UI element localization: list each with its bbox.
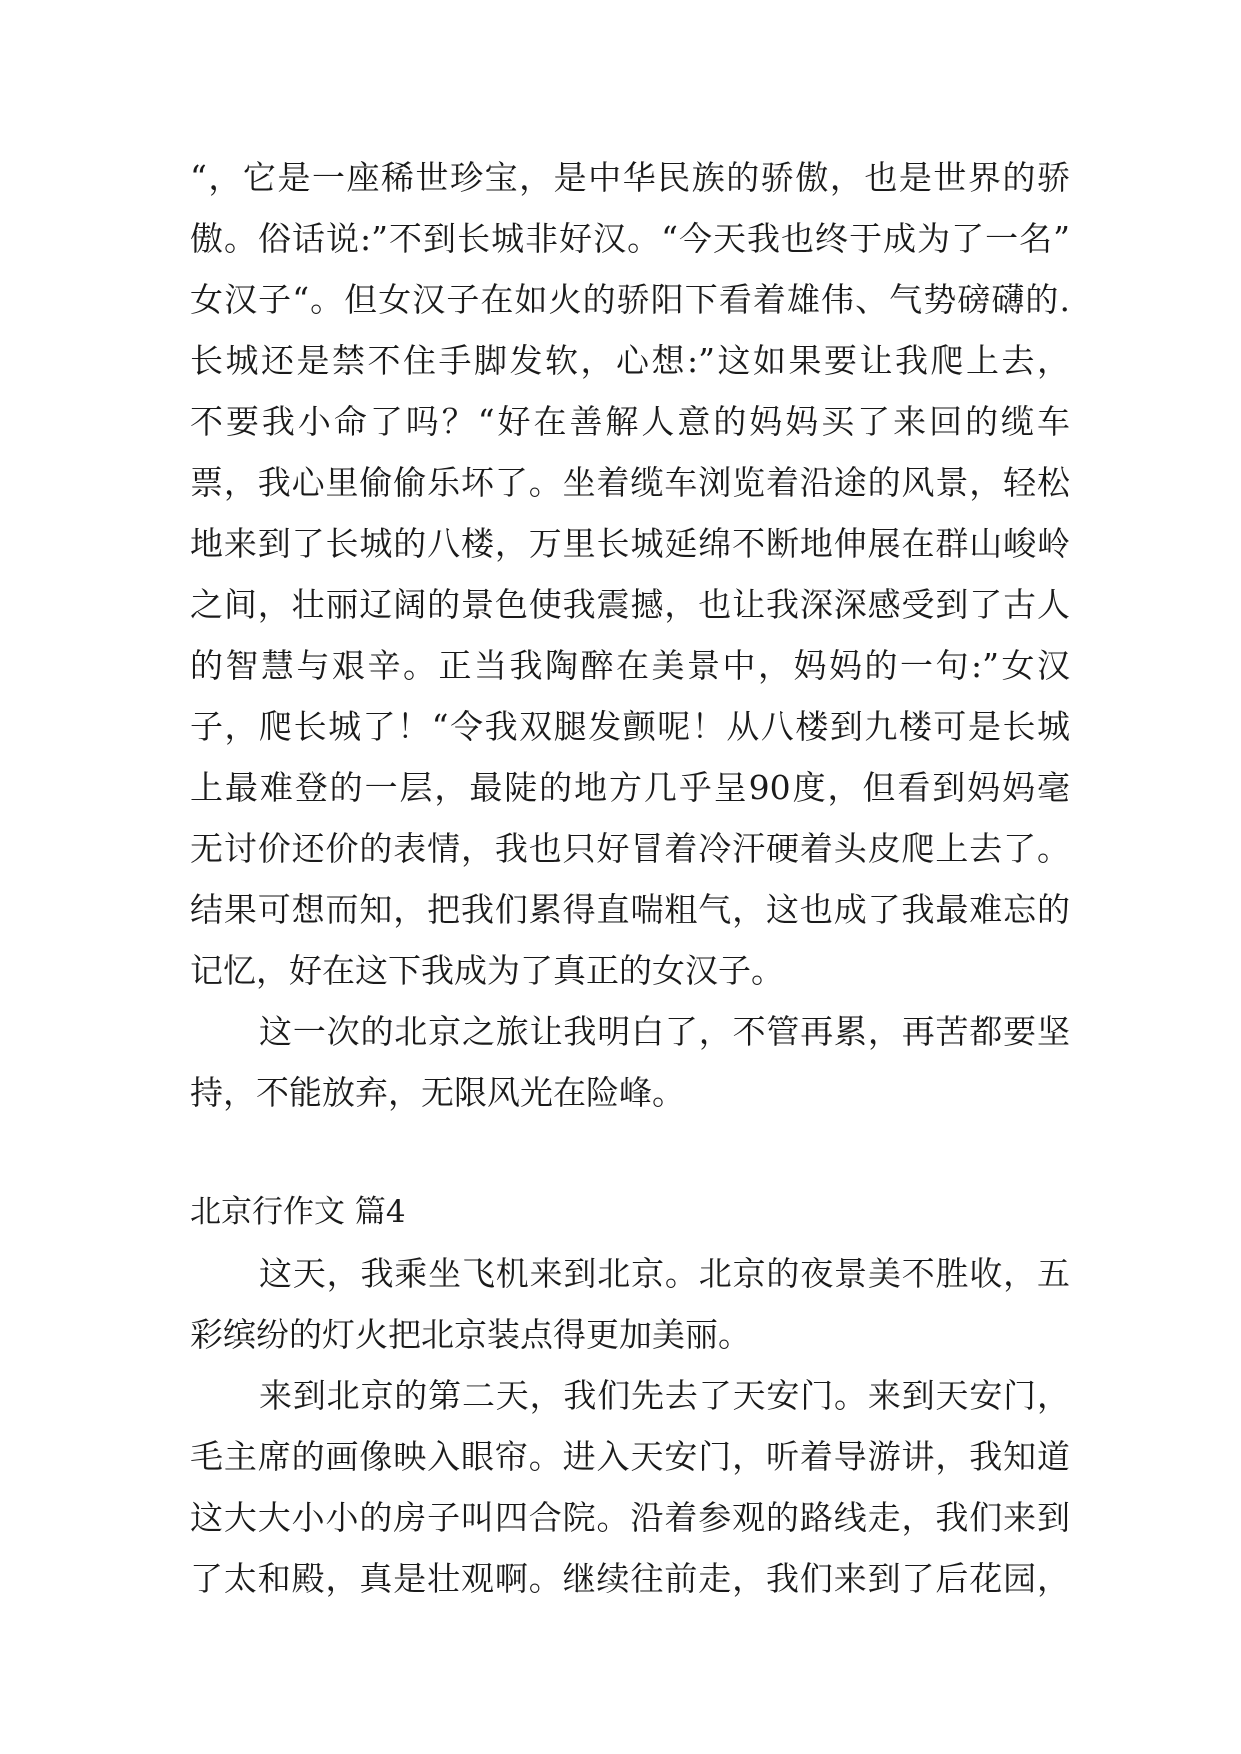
text-line: 票，我心里偷偷乐坏了。坐着缆车浏览着沿途的风景，轻松	[190, 463, 1070, 502]
text-line: 傲。俗话说:”不到长城非好汉。“今天我也终于成为了一名”	[190, 219, 1070, 258]
text-line: 这天，我乘坐飞机来到北京。北京的夜景美不胜收，五	[259, 1254, 1070, 1293]
text-line: 来到北京的第二天，我们先去了天安门。来到天安门，	[259, 1376, 1070, 1415]
text-line: 了太和殿，真是壮观啊。继续往前走，我们来到了后花园，	[190, 1559, 1070, 1598]
text-line: 地来到了长城的八楼，万里长城延绵不断地伸展在群山峻岭	[190, 524, 1070, 563]
text-line: 无讨价还价的表情，我也只好冒着冷汗硬着头皮爬上去了。	[190, 829, 1070, 868]
text-line: 毛主席的画像映入眼帘。进入天安门，听着导游讲，我知道	[190, 1437, 1070, 1476]
text-line: 之间，壮丽辽阔的景色使我震撼，也让我深深感受到了古人	[190, 585, 1070, 624]
text-line: 子，爬长城了！“令我双腿发颤呢！从八楼到九楼可是长城	[190, 707, 1070, 746]
text-line: 女汉子“。但女汉子在如火的骄阳下看着雄伟、气势磅礴的.	[190, 280, 1070, 319]
text-line: 上最难登的一层，最陡的地方几乎呈90度，但看到妈妈毫	[190, 768, 1070, 807]
section-heading: 北京行作文 篇4	[190, 1194, 406, 1230]
text-line: 彩缤纷的灯火把北京装点得更加美丽。	[190, 1315, 751, 1354]
text-line: “，它是一座稀世珍宝，是中华民族的骄傲，也是世界的骄	[190, 158, 1070, 197]
text-line: 长城还是禁不住手脚发软，心想:”这如果要让我爬上去，	[190, 341, 1070, 380]
text-line: 这大大小小的房子叫四合院。沿着参观的路线走，我们来到	[190, 1498, 1070, 1537]
text-line: 结果可想而知，把我们累得直喘粗气，这也成了我最难忘的	[190, 890, 1070, 929]
text-line: 不要我小命了吗？“好在善解人意的妈妈买了来回的缆车	[190, 402, 1070, 441]
text-line: 记忆，好在这下我成为了真正的女汉子。	[190, 951, 784, 990]
text-line: 持，不能放弃，无限风光在险峰。	[190, 1073, 685, 1112]
text-line: 的智慧与艰辛。正当我陶醉在美景中，妈妈的一句:”女汉	[190, 646, 1070, 685]
text-line: 这一次的北京之旅让我明白了，不管再累，再苦都要坚	[259, 1012, 1070, 1051]
